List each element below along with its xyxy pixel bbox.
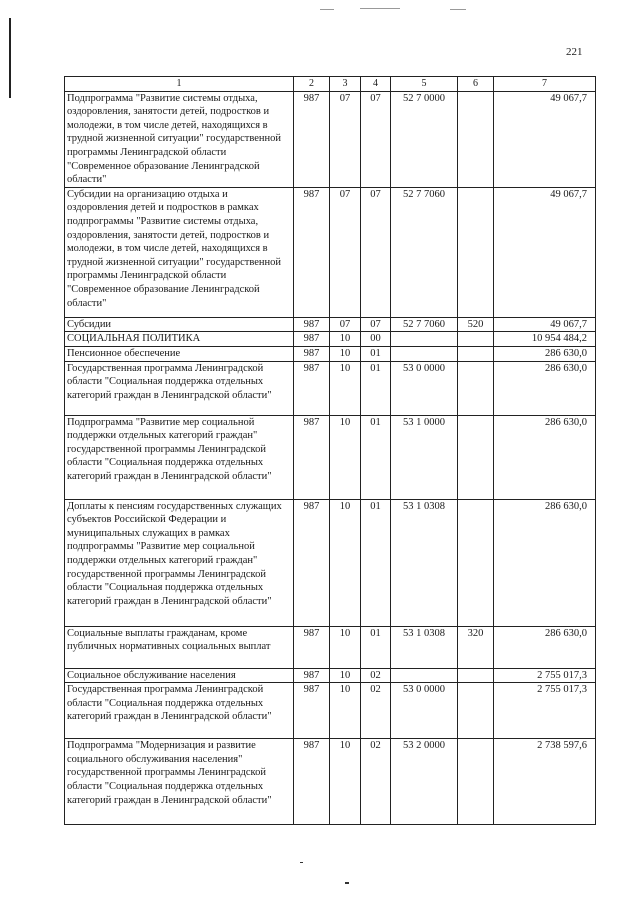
- row-name: Пенсионное обеспечение: [65, 346, 294, 361]
- row-code: 987: [294, 187, 330, 317]
- row-target: 53 1 0308: [391, 626, 458, 668]
- row-amount: 286 630,0: [494, 361, 596, 415]
- row-subsection: 02: [361, 683, 391, 739]
- table-row: [65, 187, 596, 317]
- row-name: Субсидии на организацию отдыха и оздоровления детей и подростков в рамках подпрограммы "Развитие системы отдыха, оздоровления, занятости детей, подростков и молодежи, в том числе детей, находящихся в трудной жизненной ситуации" государственной программы Ленинградской области "Современное образование Ленинградской области": [65, 187, 294, 317]
- row-section: 07: [330, 91, 361, 187]
- row-code: 987: [294, 91, 330, 187]
- top-rule: [360, 8, 400, 9]
- table-row: [65, 332, 596, 347]
- table-row: [65, 499, 596, 626]
- row-target: 53 2 0000: [391, 739, 458, 825]
- column-number: 3: [330, 77, 361, 92]
- column-number-row: [65, 77, 596, 92]
- row-kind: 320: [458, 626, 494, 668]
- row-name: Социальное обслуживание населения: [65, 668, 294, 683]
- row-amount: 286 630,0: [494, 346, 596, 361]
- row-subsection: 02: [361, 668, 391, 683]
- row-subsection: 00: [361, 332, 391, 347]
- row-amount: 286 630,0: [494, 415, 596, 499]
- table-row: [65, 415, 596, 499]
- row-subsection: 01: [361, 499, 391, 626]
- budget-table: [64, 76, 596, 825]
- row-target: [391, 668, 458, 683]
- row-name: Социальные выплаты гражданам, кроме публичных нормативных социальных выплат: [65, 626, 294, 668]
- top-rule: [450, 9, 466, 10]
- column-number: 7: [494, 77, 596, 92]
- row-amount: 286 630,0: [494, 626, 596, 668]
- row-target: 52 7 0000: [391, 91, 458, 187]
- row-subsection: 01: [361, 626, 391, 668]
- row-kind: [458, 346, 494, 361]
- row-amount: 2 755 017,3: [494, 683, 596, 739]
- row-subsection: 07: [361, 317, 391, 332]
- row-kind: [458, 91, 494, 187]
- row-section: 10: [330, 346, 361, 361]
- row-code: 987: [294, 332, 330, 347]
- row-section: 10: [330, 361, 361, 415]
- row-amount: 49 067,7: [494, 91, 596, 187]
- row-target: [391, 346, 458, 361]
- row-subsection: 07: [361, 91, 391, 187]
- row-target: 53 0 0000: [391, 683, 458, 739]
- row-name: Субсидии: [65, 317, 294, 332]
- page-number: 221: [566, 46, 583, 58]
- table-row: [65, 626, 596, 668]
- row-section: 10: [330, 668, 361, 683]
- scan-speck: [300, 862, 303, 863]
- row-code: 987: [294, 668, 330, 683]
- row-code: 987: [294, 683, 330, 739]
- row-kind: [458, 668, 494, 683]
- row-name: Доплаты к пенсиям государственных служащих субъектов Российской Федерации и муниципальных служащих в рамках подпрограммы "Развитие мер социальной поддержки отдельных категорий граждан" государственной программы Ленинградской области "Социальная поддержка отдельных категорий граждан в Ленинградской области": [65, 499, 294, 626]
- table-row: [65, 346, 596, 361]
- row-target: 53 0 0000: [391, 361, 458, 415]
- row-kind: [458, 739, 494, 825]
- row-amount: 2 738 597,6: [494, 739, 596, 825]
- row-target: 53 1 0000: [391, 415, 458, 499]
- table-row: [65, 739, 596, 825]
- row-name: Подпрограмма "Развитие системы отдыха, оздоровления, занятости детей, подростков и молодежи, в том числе детей, находящихся в трудной жизненной ситуации" государственной программы Ленинградской области "Современное образование Ленинградской области": [65, 91, 294, 187]
- scan-speck: [345, 882, 349, 884]
- row-code: 987: [294, 739, 330, 825]
- row-kind: 520: [458, 317, 494, 332]
- row-section: 10: [330, 499, 361, 626]
- row-amount: 10 954 484,2: [494, 332, 596, 347]
- column-number: 6: [458, 77, 494, 92]
- row-amount: 2 755 017,3: [494, 668, 596, 683]
- row-section: 07: [330, 187, 361, 317]
- row-subsection: 01: [361, 346, 391, 361]
- table-row: [65, 683, 596, 739]
- row-code: 987: [294, 346, 330, 361]
- row-section: 10: [330, 739, 361, 825]
- row-code: 987: [294, 317, 330, 332]
- row-target: 53 1 0308: [391, 499, 458, 626]
- row-section: 10: [330, 683, 361, 739]
- table-row: [65, 317, 596, 332]
- row-code: 987: [294, 499, 330, 626]
- row-name: Подпрограмма "Модернизация и развитие социального обслуживания населения" государственной программы Ленинградской области "Социальная поддержка отдельных категорий граждан в Ленинградской области": [65, 739, 294, 825]
- column-number: 2: [294, 77, 330, 92]
- row-amount: 49 067,7: [494, 187, 596, 317]
- row-section: 10: [330, 626, 361, 668]
- table-row: [65, 361, 596, 415]
- row-kind: [458, 361, 494, 415]
- row-subsection: 02: [361, 739, 391, 825]
- top-rule: [320, 9, 334, 10]
- column-number: 1: [65, 77, 294, 92]
- row-target: 52 7 7060: [391, 187, 458, 317]
- row-section: 07: [330, 317, 361, 332]
- row-target: [391, 332, 458, 347]
- row-kind: [458, 683, 494, 739]
- row-subsection: 01: [361, 415, 391, 499]
- column-number: 4: [361, 77, 391, 92]
- margin-line: [9, 18, 11, 98]
- row-kind: [458, 499, 494, 626]
- row-amount: 49 067,7: [494, 317, 596, 332]
- row-name: Подпрограмма "Развитие мер социальной поддержки отдельных категорий граждан" государственной программы Ленинградской области "Социальная поддержка отдельных категорий граждан в Ленинградской области": [65, 415, 294, 499]
- row-target: 52 7 7060: [391, 317, 458, 332]
- row-section: 10: [330, 415, 361, 499]
- row-code: 987: [294, 626, 330, 668]
- row-subsection: 01: [361, 361, 391, 415]
- row-name: Государственная программа Ленинградской области "Социальная поддержка отдельных категорий граждан в Ленинградской области": [65, 683, 294, 739]
- row-kind: [458, 415, 494, 499]
- row-name: СОЦИАЛЬНАЯ ПОЛИТИКА: [65, 332, 294, 347]
- row-kind: [458, 332, 494, 347]
- table-row: [65, 91, 596, 187]
- row-kind: [458, 187, 494, 317]
- row-subsection: 07: [361, 187, 391, 317]
- row-section: 10: [330, 332, 361, 347]
- row-name: Государственная программа Ленинградской области "Социальная поддержка отдельных категорий граждан в Ленинградской области": [65, 361, 294, 415]
- column-number: 5: [391, 77, 458, 92]
- row-code: 987: [294, 415, 330, 499]
- row-code: 987: [294, 361, 330, 415]
- row-amount: 286 630,0: [494, 499, 596, 626]
- table-row: [65, 668, 596, 683]
